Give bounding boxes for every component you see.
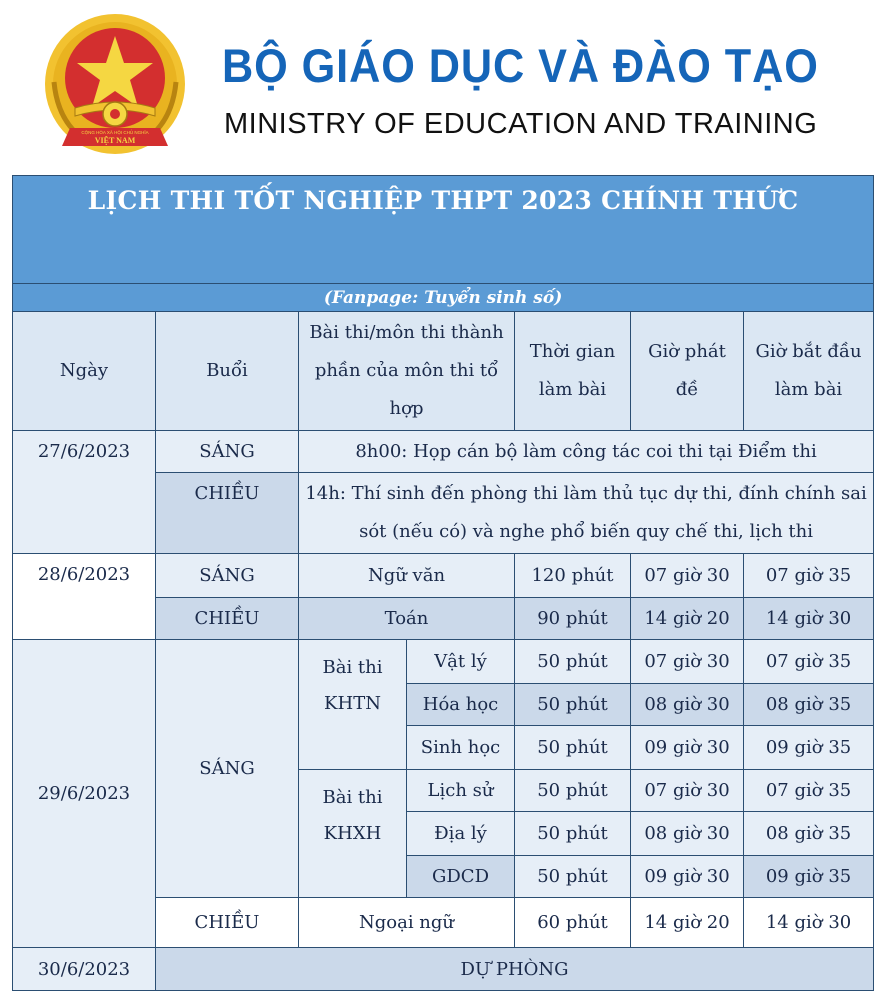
subject-cell: Địa lý — [407, 812, 515, 855]
session-cell: CHIỀU — [156, 472, 299, 553]
start-cell: 07 giờ 35 — [744, 640, 874, 683]
handout-cell: 14 giờ 20 — [631, 897, 744, 947]
session-cell: SÁNG — [156, 553, 299, 597]
subject-cell: GDCD — [407, 855, 515, 897]
subject-cell: Lịch sử — [407, 769, 515, 811]
col-header-duration: Thời gian làm bài — [515, 312, 631, 431]
session-cell: SÁNG — [156, 640, 299, 897]
duration-cell: 120 phút — [515, 553, 631, 597]
handout-cell: 08 giờ 30 — [631, 683, 744, 725]
subject-cell: Sinh học — [407, 726, 515, 769]
start-cell: 14 giờ 30 — [744, 897, 874, 947]
org-name-en: MINISTRY OF EDUCATION AND TRAINING — [224, 108, 818, 140]
emblem-ribbon-text: VIỆT NAM — [94, 136, 136, 145]
handout-cell: 14 giờ 20 — [631, 598, 744, 640]
subject-cell: Hóa học — [407, 683, 515, 725]
session-cell: SÁNG — [156, 431, 299, 472]
national-emblem-icon — [40, 12, 190, 162]
subject-cell: Ngữ văn — [299, 553, 515, 597]
start-cell: 09 giờ 35 — [744, 726, 874, 769]
table-row — [13, 553, 874, 597]
header-row — [13, 312, 874, 431]
handout-cell: 07 giờ 30 — [631, 640, 744, 683]
duration-cell: 50 phút — [515, 683, 631, 725]
start-cell: 07 giờ 35 — [744, 769, 874, 811]
emblem-motto: CỘNG HÒA XÃ HỘI CHỦ NGHĨA — [81, 130, 149, 135]
date-cell: 27/6/2023 — [13, 431, 156, 553]
col-header-subject: Bài thi/môn thi thành phần của môn thi tổ hợp — [299, 312, 515, 431]
duration-cell: 50 phút — [515, 855, 631, 897]
duration-cell: 50 phút — [515, 726, 631, 769]
start-cell: 08 giờ 35 — [744, 812, 874, 855]
table-row — [13, 640, 874, 683]
date-cell: 28/6/2023 — [13, 553, 156, 640]
exam-schedule-table — [12, 175, 874, 991]
start-cell: 07 giờ 35 — [744, 553, 874, 597]
table-row — [13, 948, 874, 991]
session-cell: CHIỀU — [156, 897, 299, 947]
start-cell: 08 giờ 35 — [744, 683, 874, 725]
date-cell: 30/6/2023 — [13, 948, 156, 991]
note-cell: DỰ PHÒNG — [156, 948, 874, 991]
col-header-start: Giờ bắt đầu làm bài — [744, 312, 874, 431]
handout-cell: 07 giờ 30 — [631, 769, 744, 811]
duration-cell: 50 phút — [515, 769, 631, 811]
handout-cell: 09 giờ 30 — [631, 855, 744, 897]
date-cell: 29/6/2023 — [13, 640, 156, 948]
subject-cell: Ngoại ngữ — [299, 897, 515, 947]
org-name-vi: BỘ GIÁO DỤC VÀ ĐÀO TẠO — [222, 39, 819, 92]
col-header-date: Ngày — [13, 312, 156, 431]
group-label-khxh: Bài thi KHXH — [299, 769, 407, 897]
duration-cell: 60 phút — [515, 897, 631, 947]
duration-cell: 50 phút — [515, 812, 631, 855]
schedule-subtitle: (Fanpage: Tuyển sinh số) — [13, 284, 874, 312]
title-row — [13, 176, 874, 284]
start-cell: 09 giờ 35 — [744, 855, 874, 897]
table-row — [13, 431, 874, 472]
handout-cell: 09 giờ 30 — [631, 726, 744, 769]
duration-cell: 90 phút — [515, 598, 631, 640]
note-cell: 14h: Thí sinh đến phòng thi làm thủ tục dự thi, đính chính sai sót (nếu có) và nghe phổ biến quy chế thi, lịch thi — [299, 472, 874, 553]
start-cell: 14 giờ 30 — [744, 598, 874, 640]
handout-cell: 07 giờ 30 — [631, 553, 744, 597]
schedule-title: LỊCH THI TỐT NGHIỆP THPT 2023 CHÍNH THỨC — [13, 176, 874, 284]
group-label-khtn: Bài thi KHTN — [299, 640, 407, 769]
header — [0, 0, 887, 175]
handout-cell: 08 giờ 30 — [631, 812, 744, 855]
col-header-session: Buổi — [156, 312, 299, 431]
col-header-handout: Giờ phát đề — [631, 312, 744, 431]
session-cell: CHIỀU — [156, 598, 299, 640]
duration-cell: 50 phút — [515, 640, 631, 683]
note-cell: 8h00: Họp cán bộ làm công tác coi thi tại Điểm thi — [299, 431, 874, 472]
subtitle-row — [13, 284, 874, 312]
subject-cell: Vật lý — [407, 640, 515, 683]
subject-cell: Toán — [299, 598, 515, 640]
